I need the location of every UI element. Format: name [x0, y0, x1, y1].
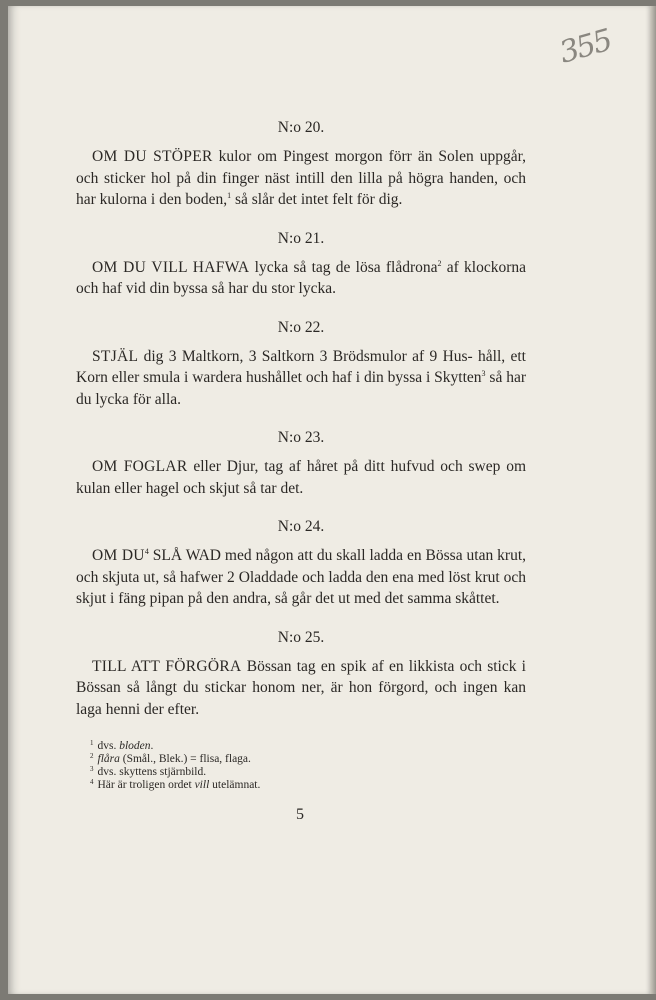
footnote-ref: 3 — [481, 369, 486, 378]
footnote-ref: 2 — [437, 258, 442, 268]
entry-body-cont: så slår det intet felt för dig. — [231, 191, 403, 208]
entry-heading: N:o 21. — [277, 229, 325, 247]
footnote-text-after: . — [150, 740, 154, 752]
entry-20 — [76, 118, 526, 211]
entry-23 — [76, 428, 526, 499]
entry-lead: OM DU VILL HAFWA — [92, 258, 250, 276]
entry-24 — [76, 517, 526, 610]
footnote-number: 3 — [90, 765, 94, 773]
entry-paragraph — [76, 656, 526, 721]
entry-body: kulor om Pingest morgon förr än Solen uppgår, och sticker hol på din finger näst intill den lilla på högra handen, och har kulorna i den boden, — [76, 148, 526, 208]
entry-paragraph — [76, 346, 526, 411]
entry-lead: OM DU — [92, 547, 145, 564]
entry-body-cont: af klockorna och haf vid din byssa så har du stor lycka. — [76, 258, 526, 297]
entry-lead: OM DU STÖPER — [92, 148, 213, 165]
entry-21 — [76, 229, 526, 300]
footnote-text-after: (Smål., Blek.) = flisa, flaga. — [119, 753, 251, 765]
footnote-number: 1 — [90, 739, 94, 747]
footnotes — [90, 740, 520, 792]
footnote-1 — [90, 740, 520, 753]
entry-heading: N:o 25. — [277, 628, 325, 646]
main-text — [76, 118, 526, 738]
entry-body: eller Djur, tag af håret på ditt hufvud och swep om kulan eller hagel och skjut så tar det. — [76, 458, 527, 497]
entry-lead: STJÄL — [92, 347, 139, 365]
footnote-italic: vill — [194, 779, 210, 791]
entry-lead: TILL ATT FÖRGÖRA — [92, 657, 242, 675]
footnote-ref: 4 — [144, 547, 149, 556]
entry-heading: N:o 20. — [277, 119, 325, 136]
entry-heading: N:o 22. — [277, 318, 325, 336]
entry-25 — [76, 628, 526, 721]
handwritten-page-marking: 355 — [555, 22, 615, 71]
footnote-4 — [90, 779, 520, 792]
entry-paragraph — [76, 257, 526, 300]
footnote-text: Här är troligen ordet — [97, 779, 195, 791]
entry-paragraph — [76, 146, 526, 211]
footnote-2 — [90, 753, 520, 766]
entry-paragraph — [76, 545, 526, 610]
footnote-3 — [90, 766, 520, 779]
footnote-ref: 1 — [227, 191, 232, 200]
footnote-number: 2 — [90, 752, 94, 760]
footnote-italic: flåra — [97, 753, 120, 765]
entry-lead: OM FOGLAR — [92, 458, 188, 475]
page-number: 5 — [296, 806, 304, 823]
entry-body-cont: så har du lycka för alla. — [76, 369, 527, 408]
entry-paragraph — [76, 456, 526, 499]
footnote-text-after: utelämnat. — [209, 779, 261, 791]
entry-22 — [76, 318, 526, 411]
entry-body-cont: SLÅ WAD med någon att du skall ladda en Bössa utan krut, och skjuta ut, så hafwer 2 Oladdade och ladda den ena med löst krut och skjut i fäng pipan på den andra, så går det ut med det samma skåttet. — [76, 547, 526, 607]
entry-heading: N:o 24. — [277, 518, 325, 535]
entry-heading: N:o 23. — [277, 429, 325, 446]
footnote-text: dvs. skyttens stjärnbild. — [97, 766, 207, 778]
footnote-number: 4 — [90, 778, 94, 786]
page-edge — [650, 6, 656, 994]
entry-body: Bössan tag en spik af en likkista och stick i Bössan så långt du stickar honom ner, är hon förgord, och ingen kan laga henni der efter. — [76, 657, 526, 718]
entry-body: lycka så tag de lösa flådrona — [249, 258, 438, 276]
entry-body: dig 3 Maltkorn, 3 Saltkorn 3 Brödsmulor af 9 Hus- håll, ett Korn eller smula i wardera hushållet och haf i din byssa i Skytten — [76, 347, 526, 386]
footnote-text: dvs. — [97, 740, 120, 752]
footnote-italic: bloden — [119, 740, 151, 752]
